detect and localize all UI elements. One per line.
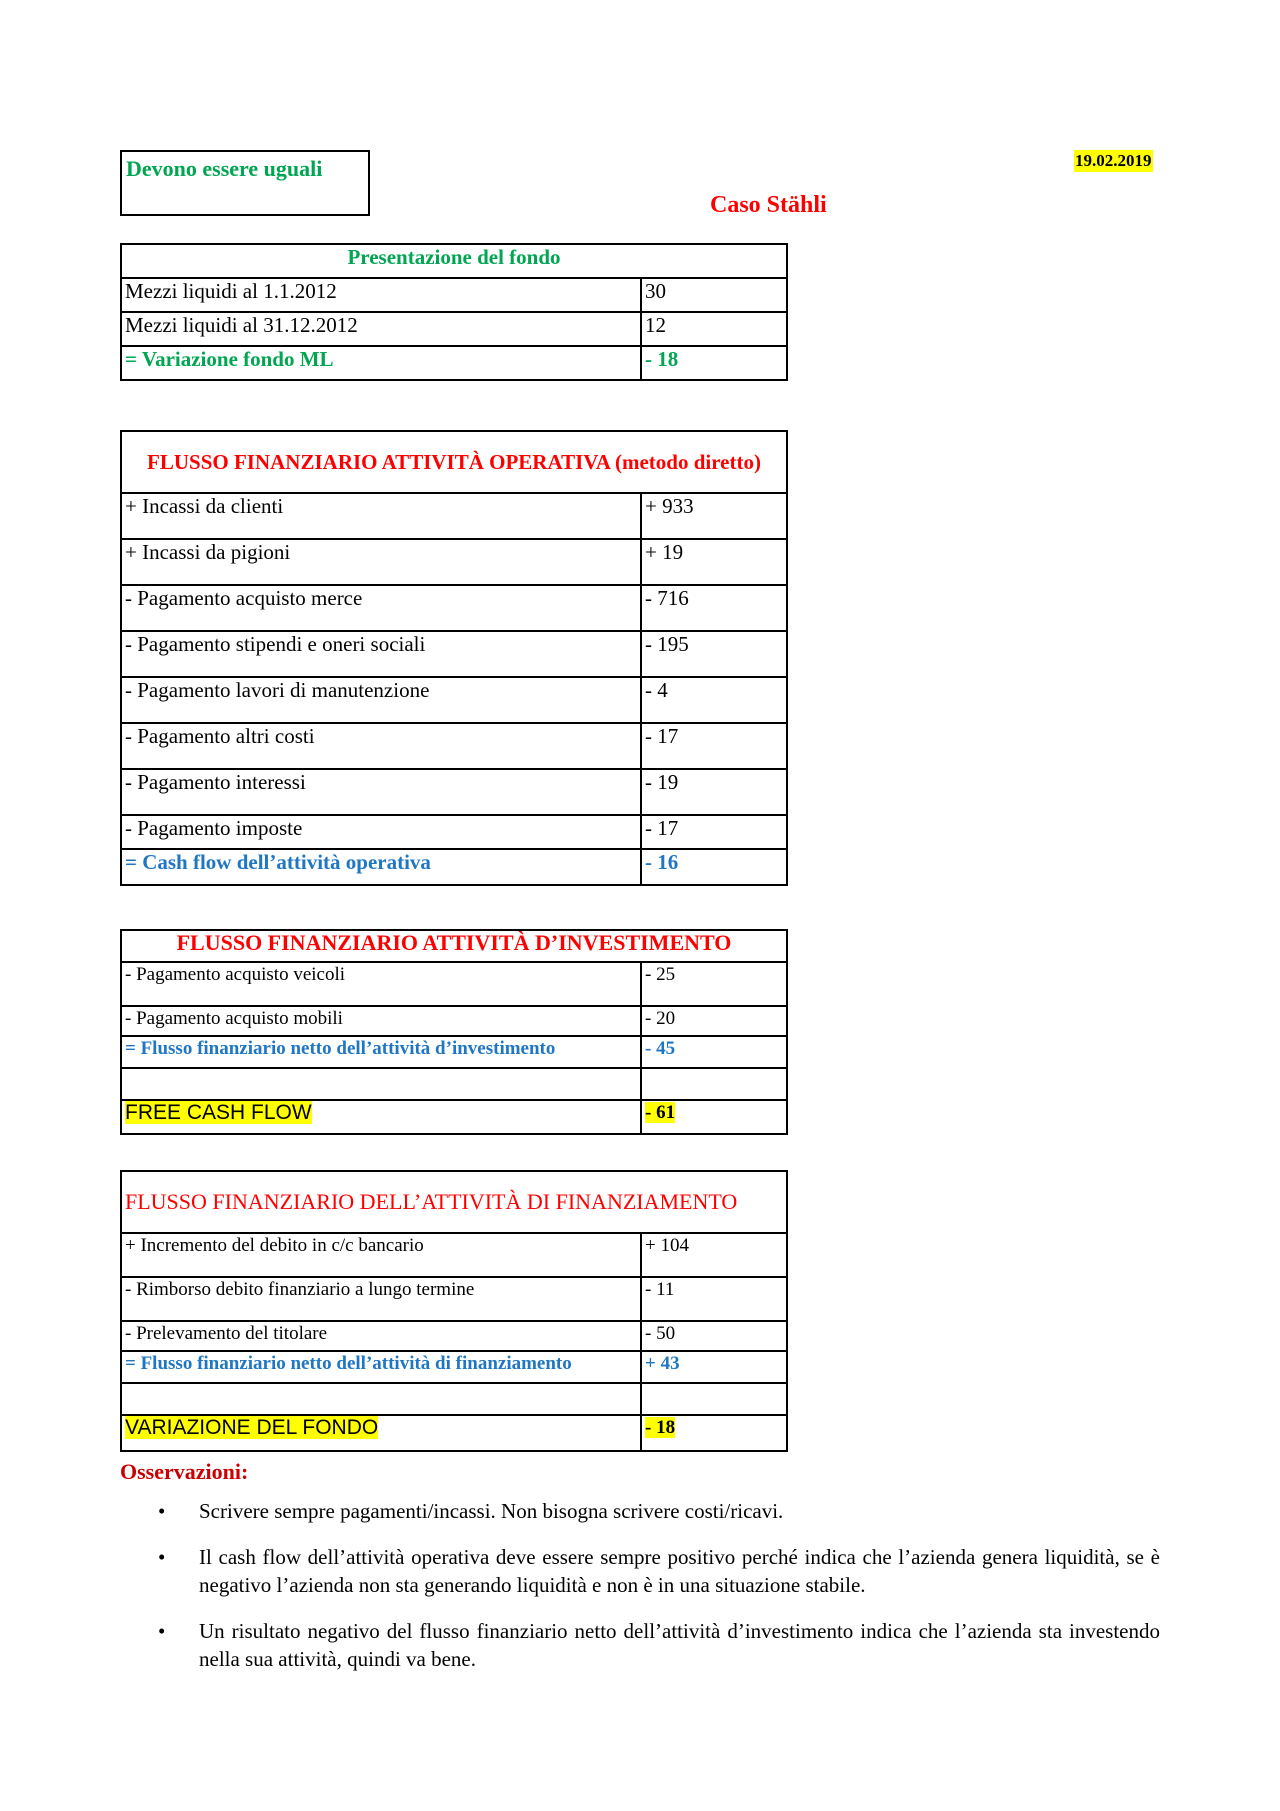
operativa-row-value: + 933 (641, 493, 787, 539)
observations-list (150, 1497, 1160, 1691)
variazione-fondo-label-text: VARIAZIONE DEL FONDO (125, 1416, 379, 1439)
operativa-row-value: - 716 (641, 585, 787, 631)
operativa-row-label: - Pagamento lavori di manutenzione (121, 677, 641, 723)
finanziamento-row-value: + 104 (641, 1233, 787, 1277)
fondo-total-label: = Variazione fondo ML (121, 346, 641, 380)
operativa-row-value: - 195 (641, 631, 787, 677)
finanziamento-row-label: - Prelevamento del titolare (121, 1321, 641, 1351)
free-cash-flow-label-text: FREE CASH FLOW (125, 1101, 312, 1124)
fondo-total-value: - 18 (641, 346, 787, 380)
list-item (150, 1543, 1160, 1599)
observations-title: Osservazioni: (120, 1459, 249, 1484)
finanziamento-empty-cell (641, 1383, 787, 1415)
operativa-row-value: - 17 (641, 723, 787, 769)
finanziamento-row-value: - 11 (641, 1277, 787, 1321)
finanziamento-row-label: + Incremento del debito in c/c bancario (121, 1233, 641, 1277)
fondo-row-label: Mezzi liquidi al 1.1.2012 (121, 278, 641, 312)
observation-text: Scrivere sempre pagamenti/incassi. Non bisogna scrivere costi/ricavi. (199, 1499, 784, 1523)
case-title: Caso Stähli (710, 192, 827, 218)
document-date: 19.02.2019 (1075, 151, 1152, 170)
finanziamento-header: FLUSSO FINANZIARIO DELL’ATTIVITÀ DI FINANZIAMENTO (121, 1171, 787, 1233)
investimento-row-label: - Pagamento acquisto mobili (121, 1006, 641, 1036)
investimento-row-value: - 20 (641, 1006, 787, 1036)
finanziamento-row-value: - 50 (641, 1321, 787, 1351)
investimento-empty-cell (641, 1068, 787, 1100)
observation-text: Il cash flow dell’attività operativa deve essere sempre positivo perché indica che l’azienda genera liquidità, se è negativo l’azienda non sta generando liquidità e non è in una situazione stabile. (199, 1545, 1160, 1597)
investimento-header: FLUSSO FINANZIARIO ATTIVITÀ D’INVESTIMENTO (121, 930, 787, 962)
operativa-row-value: - 17 (641, 815, 787, 849)
finanziamento-table (120, 1170, 788, 1452)
investimento-table (120, 929, 788, 1135)
fondo-table (120, 243, 788, 381)
finanziamento-total-value: + 43 (641, 1351, 787, 1383)
list-item (150, 1497, 1160, 1525)
fondo-header: Presentazione del fondo (121, 244, 787, 278)
operativa-row-label: - Pagamento interessi (121, 769, 641, 815)
operativa-total-label: = Cash flow dell’attività operativa (121, 849, 641, 885)
operativa-row-value: - 4 (641, 677, 787, 723)
operativa-row-label: - Pagamento acquisto merce (121, 585, 641, 631)
note-box-text: Devono essere uguali (126, 156, 323, 181)
free-cash-flow-label (121, 1100, 641, 1134)
bullet-icon: • (158, 1545, 166, 1569)
investimento-empty-row (121, 1068, 641, 1100)
investimento-total-value: - 45 (641, 1036, 787, 1068)
operativa-row-value: + 19 (641, 539, 787, 585)
variazione-fondo-value-text: - 18 (645, 1417, 676, 1438)
observation-text: Un risultato negativo del flusso finanziario netto dell’attività d’investimento indica che l’azienda sta investendo nella sua attività, quindi va bene. (199, 1619, 1160, 1671)
finanziamento-total-label: = Flusso finanziario netto dell’attività di finanziamento (121, 1351, 641, 1383)
finanziamento-empty-row (121, 1383, 641, 1415)
note-box (120, 150, 370, 216)
operativa-header: FLUSSO FINANZIARIO ATTIVITÀ OPERATIVA (metodo diretto) (121, 431, 787, 493)
variazione-fondo-value (641, 1415, 787, 1451)
operativa-row-label: + Incassi da clienti (121, 493, 641, 539)
fondo-row-label: Mezzi liquidi al 31.12.2012 (121, 312, 641, 346)
operativa-row-label: - Pagamento imposte (121, 815, 641, 849)
finanziamento-row-label: - Rimborso debito finanziario a lungo termine (121, 1277, 641, 1321)
investimento-total-label: = Flusso finanziario netto dell’attività d’investimento (121, 1036, 641, 1068)
investimento-row-value: - 25 (641, 962, 787, 1006)
fondo-row-value: 30 (641, 278, 787, 312)
operativa-row-label: - Pagamento altri costi (121, 723, 641, 769)
investimento-row-label: - Pagamento acquisto veicoli (121, 962, 641, 1006)
operativa-row-label: - Pagamento stipendi e oneri sociali (121, 631, 641, 677)
operativa-total-value: - 16 (641, 849, 787, 885)
variazione-fondo-label (121, 1415, 641, 1451)
free-cash-flow-value-text: - 61 (645, 1102, 676, 1123)
bullet-icon: • (158, 1619, 166, 1643)
free-cash-flow-value (641, 1100, 787, 1134)
fondo-row-value: 12 (641, 312, 787, 346)
list-item (150, 1617, 1160, 1673)
operativa-row-value: - 19 (641, 769, 787, 815)
bullet-icon: • (158, 1499, 166, 1523)
operativa-table (120, 430, 788, 886)
operativa-row-label: + Incassi da pigioni (121, 539, 641, 585)
